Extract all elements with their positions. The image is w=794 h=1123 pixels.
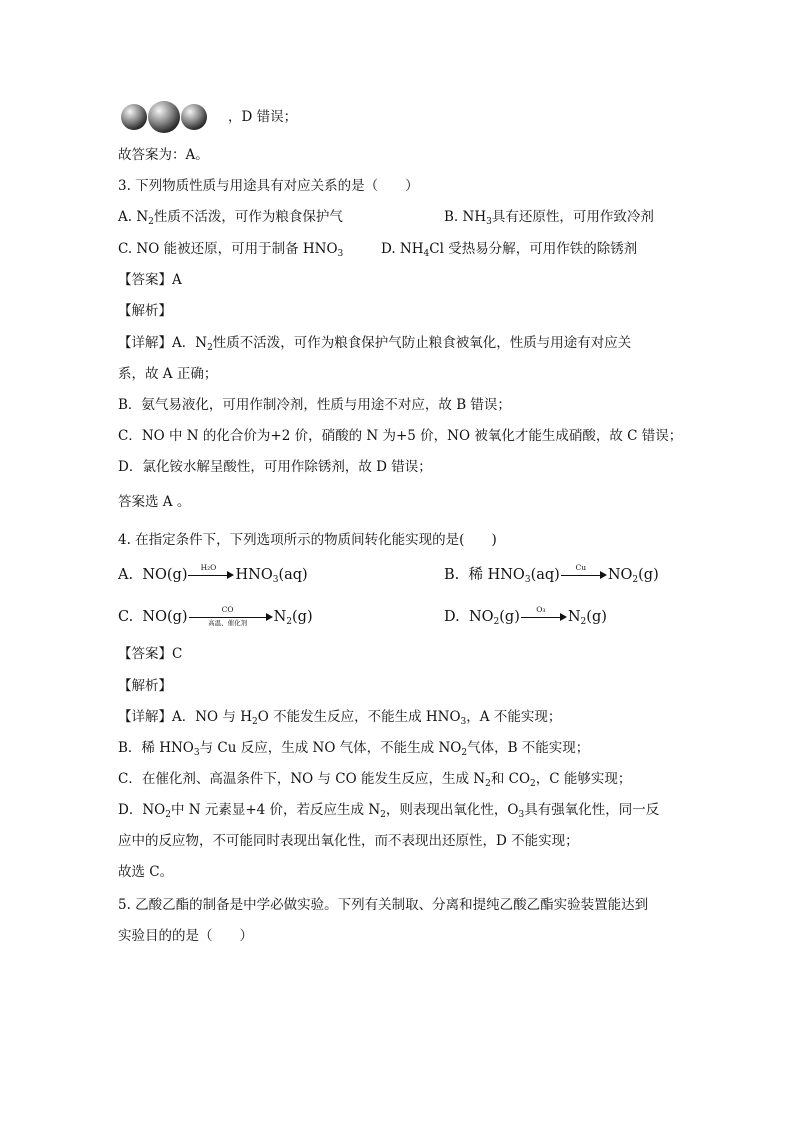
d-wrong-text: ，D 错误； — [228, 109, 298, 125]
q3-detail-d: D．氯化铵水解呈酸性，可用作除锈剂，故 D 错误； — [118, 459, 432, 475]
reaction-arrow: Cu — [561, 566, 607, 584]
q4-option-d: D. $NO_2(g)$ O₃ $N_2(g)$ — [444, 605, 607, 627]
answer-line: 故答案为：A。 — [118, 147, 209, 163]
reaction-arrow: H₂O — [188, 566, 234, 584]
reaction-arrow: O₃ — [521, 608, 567, 626]
q4-detail-c: C．在催化剂、高温条件下，NO 与 CO 能发生反应，生成 $N_2$和 $CO_2$，C 能够实现； — [118, 771, 632, 789]
molecule-model-image — [120, 100, 210, 134]
q3-detail-a: 【详解】A．$N_2$性质不活泼，可作为粮食保护气防止粮食被氧化，性质与用途有对应关 — [118, 335, 632, 353]
q5-stem-line1: 5. 乙酸乙酯的制备是中学必做实验。下列有关制取、分离和提纯乙酸乙酯实验装置能达到 — [118, 897, 649, 913]
q4-stem: 4. 在指定条件下，下列选项所示的物质间转化能实现的是( ) — [118, 532, 497, 548]
q3-option-a: A. $N_2$性质不活泼，可作为粮食保护气 — [118, 209, 343, 227]
q4-detail-b: B．稀 $HNO_3$与 Cu 反应，生成 NO 气体，不能生成 $NO_2$气体，B 不能实现； — [118, 740, 590, 758]
q3-answer: 【答案】A — [118, 272, 182, 288]
q4-answer: 【答案】C — [118, 646, 183, 662]
atom-sphere-left — [121, 104, 147, 130]
q3-option-d: D. $NH_4Cl$ 受热易分解，可用作铁的除锈剂 — [381, 241, 638, 259]
q3-analysis-heading: 【解析】 — [118, 303, 172, 319]
q3-option-b: B. $NH_3$具有还原性，可用作致冷剂 — [444, 209, 654, 227]
q5-stem-line2: 实验目的的是（ ） — [118, 928, 253, 944]
q3-detail-a-continued: 系，故 A 正确； — [118, 366, 218, 382]
q4-detail-d: D．$NO_2$中 N 元素显+4 价，若反应生成 $N_2$，则表现出氧化性，$O_3$具有强氧化性，同一反 — [118, 802, 660, 820]
q4-analysis-heading: 【解析】 — [118, 678, 172, 694]
atom-sphere-center — [148, 101, 180, 133]
q3-stem: 3. 下列物质性质与用途具有对应关系的是（ ） — [118, 178, 419, 194]
atom-sphere-right — [181, 104, 207, 130]
q4-conclusion: 故选 C。 — [118, 864, 174, 880]
q4-detail-a: 【详解】A．NO 与 $H_2O$ 不能发生反应，不能生成 $HNO_3$，A 不能实现； — [118, 709, 562, 727]
q3-detail-c: C．NO 中 N 的化合价为+2 价，硝酸的 N 为+5 价，NO 被氧化才能生成硝酸，故 C 错误； — [118, 428, 683, 444]
q3-conclusion: 答案选 A 。 — [118, 494, 191, 510]
reaction-arrow: CO 高温、催化剂 — [189, 608, 273, 626]
q4-option-b: B. 稀 $HNO_3(aq)$ Cu $NO_2(g)$ — [444, 563, 659, 585]
q4-option-c: C. NO(g) CO 高温、催化剂 $N_2(g)$ — [118, 605, 313, 627]
q4-option-a: A. NO(g) H₂O $HNO_3(aq)$ — [118, 563, 308, 585]
q3-detail-b: B．氨气易液化，可用作制冷剂，性质与用途不对应，故 B 错误； — [118, 397, 511, 413]
q4-detail-d-continued: 应中的反应物，不可能同时表现出氧化性，而不表现出还原性，D 不能实现； — [118, 833, 579, 849]
q3-option-c: C. NO 能被还原，可用于制备 $HNO_3$ — [118, 241, 344, 259]
